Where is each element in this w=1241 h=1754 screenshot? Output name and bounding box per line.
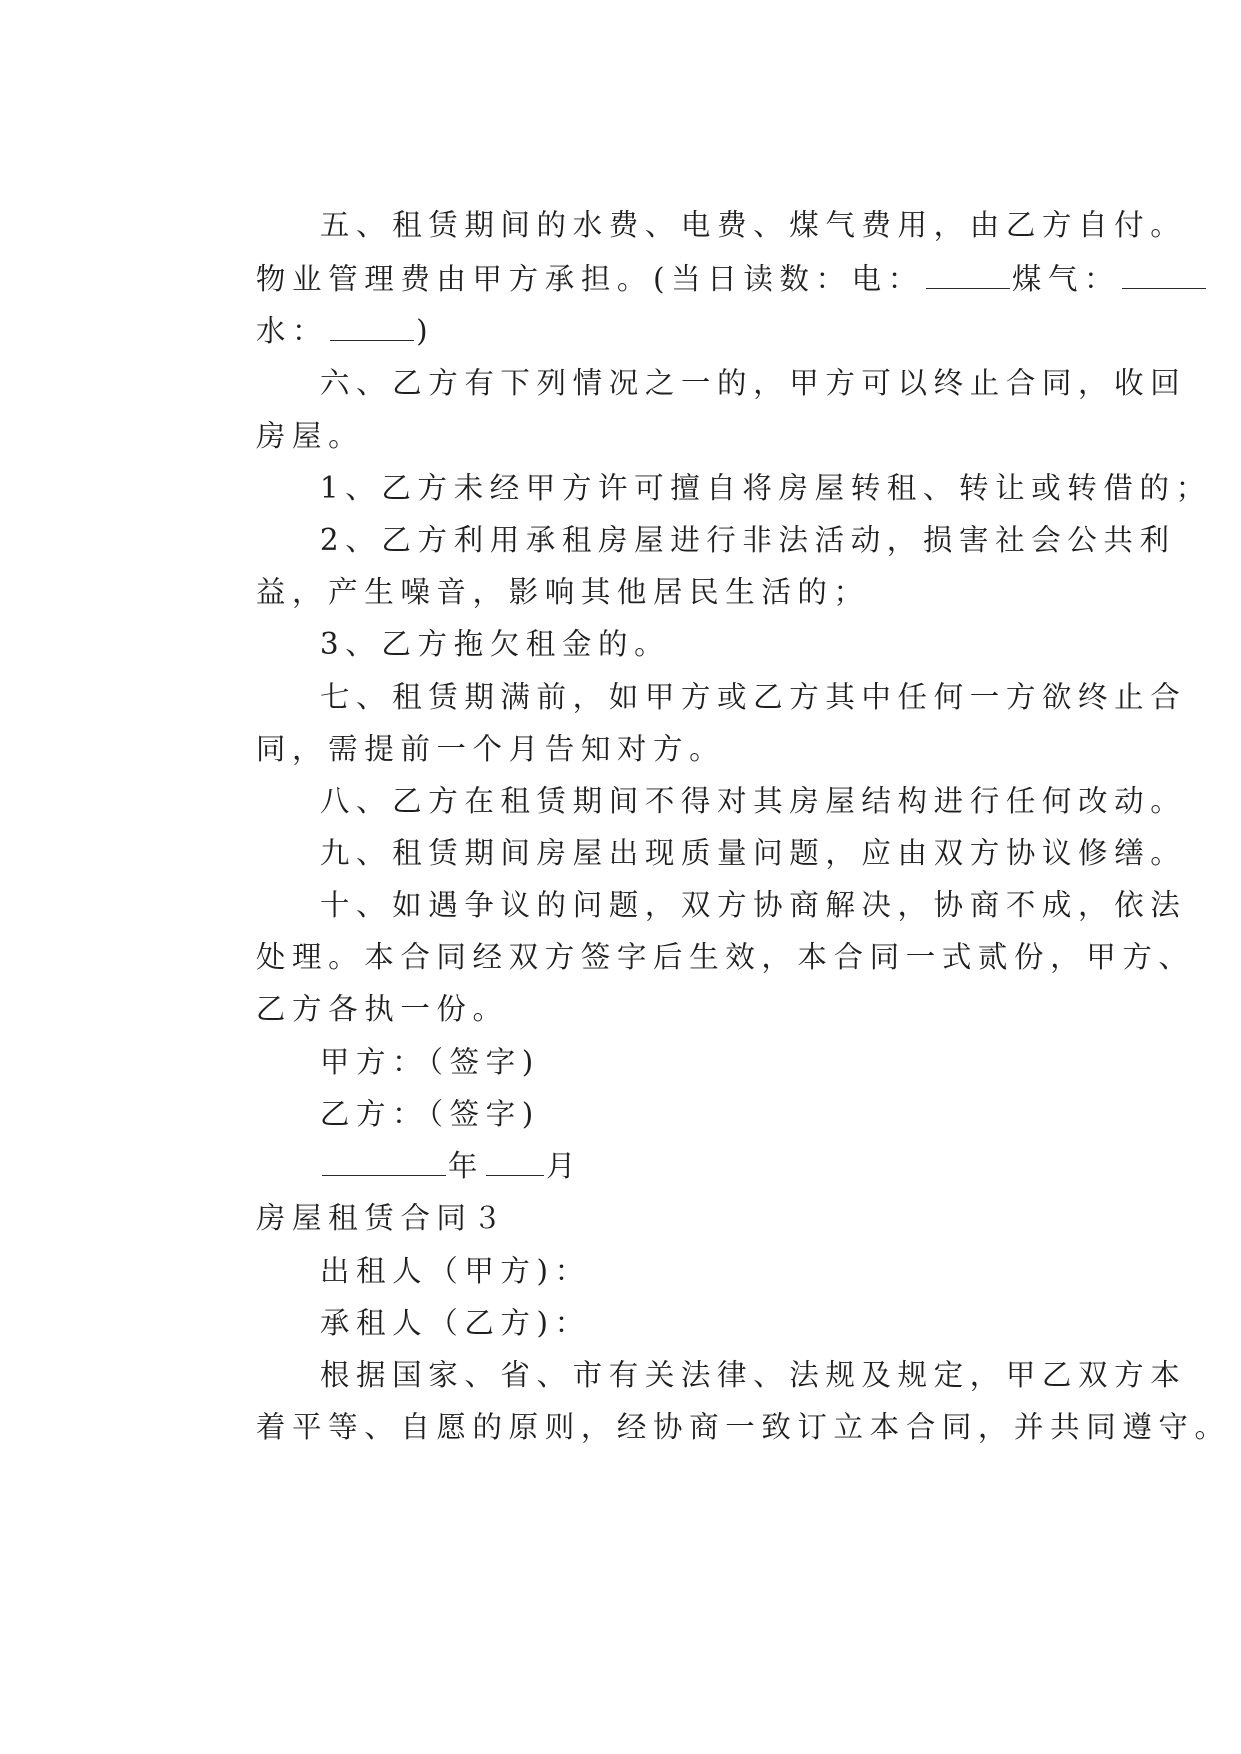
gas-label: 煤气： — [1011, 262, 1121, 296]
party-a-signature-label: 甲方：（签字) — [319, 1045, 540, 1079]
preamble-line-2 — [192, 1340, 1231, 1444]
clause-7-line-2 — [192, 662, 726, 766]
preamble-text-cont: 着平等、自愿的原则，经协商一致订立本合同，并共同遵守。 — [255, 1410, 1231, 1444]
year-label: 年 — [447, 1149, 485, 1183]
contract-3-title: 房屋租赁合同３ — [255, 1201, 509, 1235]
electric-reading-blank — [926, 262, 1010, 289]
clause-5-text-cont: 物业管理费由甲方承担。(当日读数：电： — [255, 262, 924, 296]
water-label: 水： — [255, 314, 329, 348]
month-label: 月 — [546, 1149, 583, 1183]
clause-7-line-1 — [256, 610, 1187, 714]
clause-7-text: 七、租赁期满前，如甲方或乙方其中任何一方欲终止合 — [319, 680, 1187, 714]
clause-9 — [256, 766, 1187, 870]
clause-9-text: 九、租赁期间房屋出现质量问题，应由双方协议修缮。 — [319, 836, 1187, 870]
lessee-label: 承租人（乙方)： — [319, 1306, 591, 1340]
clause-6-text: 六、乙方有下列情况之一的，甲方可以终止合同，收回 — [319, 366, 1187, 400]
clause-8 — [256, 714, 1187, 818]
clause-5-line-1 — [256, 138, 1187, 242]
party-b-signature-label: 乙方：（签字) — [319, 1097, 540, 1131]
clause-10-text-cont: 处理。本合同经双方签字后生效，本合同一式贰份，甲方、 — [255, 940, 1195, 974]
lessor-line — [256, 1184, 591, 1288]
preamble-text: 根据国家、省、市有关法律、法规及规定，甲乙双方本 — [319, 1358, 1187, 1392]
party-b-signature — [256, 1027, 540, 1131]
closing-paren: ) — [416, 314, 435, 348]
clause-6-line-2 — [192, 349, 365, 453]
item-1-text: 1、乙方未经甲方许可擅自将房屋转租、转让或转借的； — [319, 471, 1212, 505]
date-line — [256, 1079, 583, 1183]
gas-reading-blank — [1122, 262, 1206, 289]
clause-6-line-1 — [256, 296, 1187, 400]
clause-10-text: 十、如遇争议的问题，双方协商解决，协商不成，依法 — [319, 888, 1187, 922]
clause-10-line-2 — [192, 870, 1195, 974]
lessor-label: 出租人（甲方)： — [319, 1254, 591, 1288]
clause-10-text-end: 乙方各执一份。 — [255, 992, 509, 1026]
lessee-line — [256, 1236, 591, 1340]
preamble-line-1 — [256, 1288, 1187, 1392]
clause-10-line-1 — [256, 818, 1187, 922]
clause-5-line-3 — [192, 244, 435, 348]
item-2-text: 2、乙方利用承租房屋进行非法活动，损害社会公共利 — [319, 523, 1176, 557]
clause-10-line-3 — [192, 922, 509, 1026]
clause-6-text-cont: 房屋。 — [255, 419, 365, 453]
section-title — [192, 1131, 509, 1235]
item-3 — [256, 557, 671, 661]
item-2-text-cont: 益，产生噪音，影响其他居民生活的； — [255, 575, 870, 609]
clause-8-text: 八、乙方在租赁期间不得对其房屋结构进行任何改动。 — [319, 784, 1187, 818]
item-2-line-1 — [256, 453, 1176, 557]
item-3-text: 3、乙方拖欠租金的。 — [319, 627, 671, 661]
item-2-line-2 — [192, 505, 870, 609]
clause-7-text-cont: 同，需提前一个月告知对方。 — [255, 732, 726, 766]
clause-5-text: 五、租赁期间的水费、电费、煤气费用，由乙方自付。 — [319, 208, 1187, 242]
clause-5-line-2 — [192, 192, 1208, 296]
party-a-signature — [256, 975, 540, 1079]
item-1 — [256, 401, 1212, 505]
